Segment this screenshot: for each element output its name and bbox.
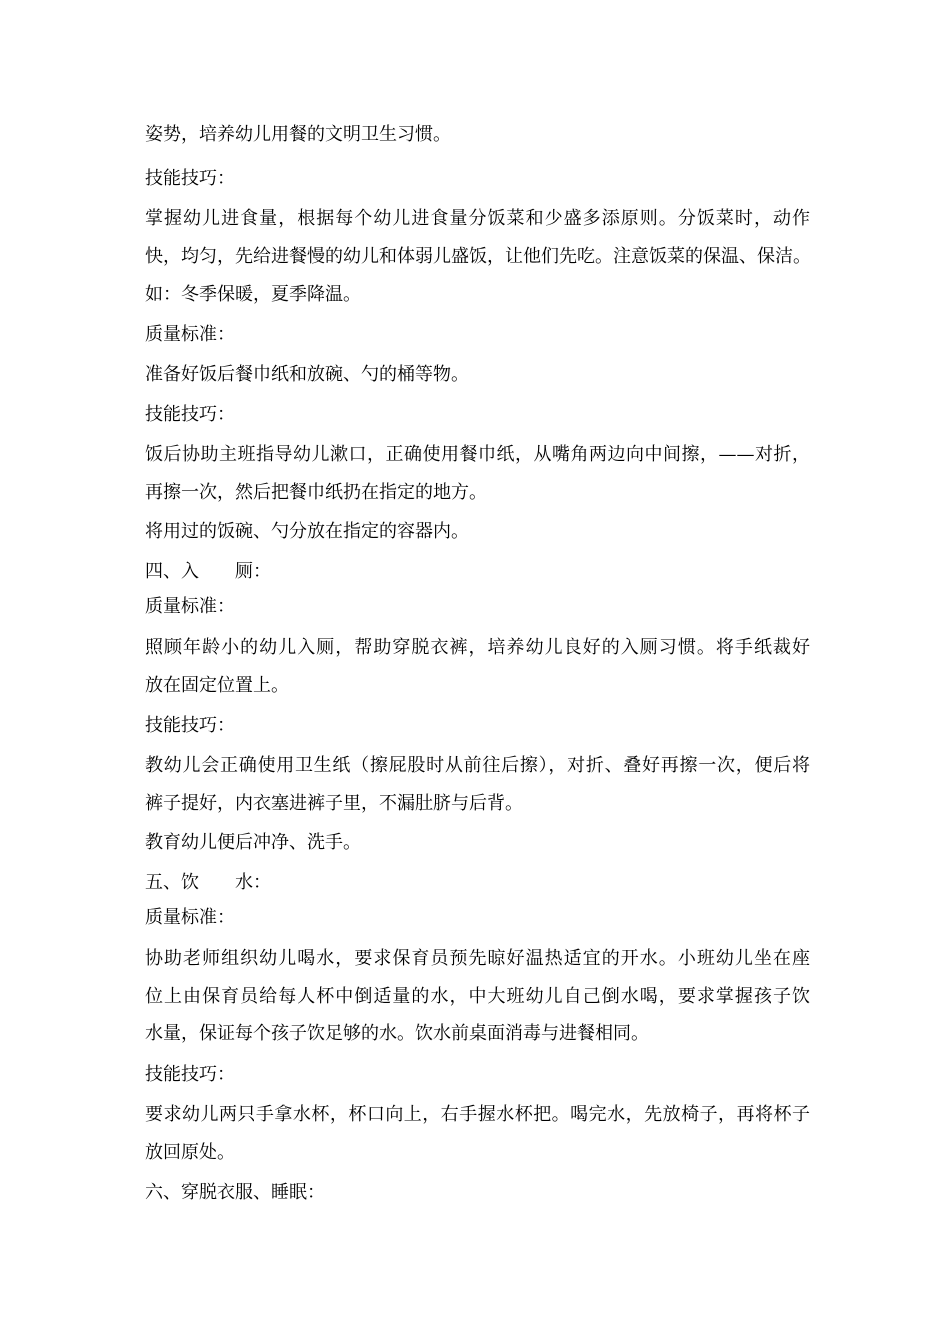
text-line: 协助老师组织幼儿喝水，要求保育员预先晾好温热适宜的开水。小班幼儿坐在座 bbox=[145, 948, 810, 969]
text-line: 掌握幼儿进食量，根据每个幼儿进食量分饭菜和少盛多添原则。分饭菜时，动作 bbox=[145, 208, 810, 229]
section-label: 技能技巧： bbox=[145, 404, 235, 425]
section-label: 技能技巧： bbox=[145, 1064, 235, 1085]
section-label: 质量标准： bbox=[145, 324, 235, 345]
section-heading: 六、穿脱衣服、睡眠： bbox=[145, 1182, 325, 1203]
text-line: 姿势，培养幼儿用餐的文明卫生习惯。 bbox=[145, 124, 451, 145]
text-line: 照顾年龄小的幼儿入厕，帮助穿脱衣裤，培养幼儿良好的入厕习惯。将手纸裁好 bbox=[145, 637, 810, 658]
text-line: 如：冬季保暖，夏季降温。 bbox=[145, 284, 361, 305]
text-line: 快，均匀，先给进餐慢的幼儿和体弱儿盛饭，让他们先吃。注意饭菜的保温、保洁。 bbox=[145, 246, 811, 267]
text-line: 水量，保证每个孩子饮足够的水。饮水前桌面消毒与进餐相同。 bbox=[145, 1023, 649, 1044]
section-heading: 四、入 厕： bbox=[145, 561, 271, 582]
section-label: 质量标准： bbox=[145, 596, 235, 617]
text-line: 将用过的饭碗、勺分放在指定的容器内。 bbox=[145, 521, 469, 542]
text-line: 位上由保育员给每人杯中倒适量的水，中大班幼儿自己倒水喝，要求掌握孩子饮 bbox=[145, 986, 810, 1007]
section-heading: 五、饮 水： bbox=[145, 872, 271, 893]
section-label: 技能技巧： bbox=[145, 168, 235, 189]
text-line: 要求幼儿两只手拿水杯，杯口向上，右手握水杯把。喝完水，先放椅子，再将杯子 bbox=[145, 1104, 810, 1125]
text-line: 准备好饭后餐巾纸和放碗、勺的桶等物。 bbox=[145, 364, 469, 385]
text-line: 裤子提好，内衣塞进裤子里，不漏肚脐与后背。 bbox=[145, 793, 523, 814]
text-line: 教育幼儿便后冲净、洗手。 bbox=[145, 832, 361, 853]
section-label: 质量标准： bbox=[145, 907, 235, 928]
text-line: 再擦一次，然后把餐巾纸扔在指定的地方。 bbox=[145, 482, 487, 503]
text-line: 放在固定位置上。 bbox=[145, 675, 289, 696]
section-label: 技能技巧： bbox=[145, 715, 235, 736]
text-line: 放回原处。 bbox=[145, 1142, 235, 1163]
text-line: 教幼儿会正确使用卫生纸（擦屁股时从前往后擦），对折、叠好再擦一次，便后将 bbox=[145, 755, 810, 776]
text-line: 饭后协助主班指导幼儿漱口，正确使用餐巾纸，从嘴角两边向中间擦，——对折， bbox=[145, 444, 810, 465]
